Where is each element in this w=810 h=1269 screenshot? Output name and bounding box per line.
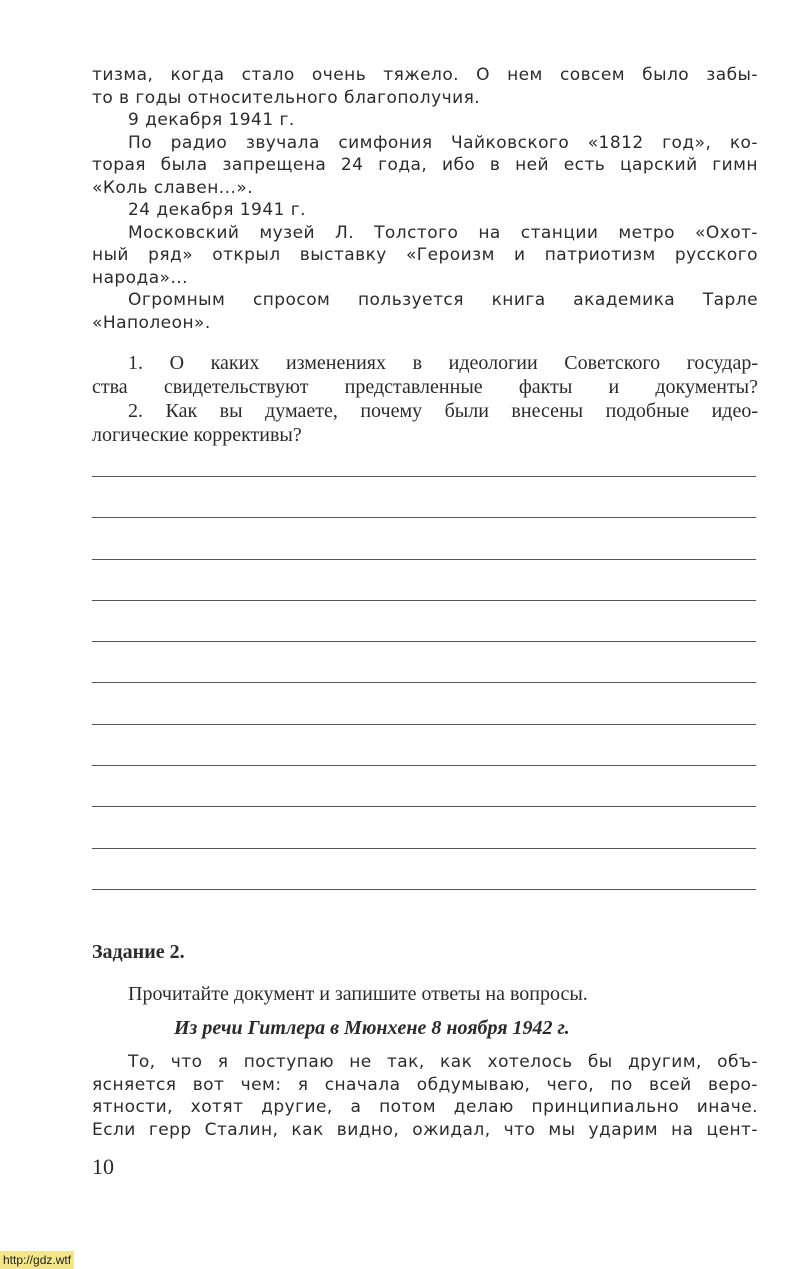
answer-line[interactable]: [92, 600, 756, 601]
question-line: 2. Как вы думаете, почему были внесены подобные идео-: [128, 400, 758, 422]
question-line: 1. О каких изменениях в идеологии Советского государ-: [128, 352, 758, 374]
page-number: 10: [92, 1154, 114, 1179]
answer-line[interactable]: [92, 517, 756, 518]
questions: [92, 351, 758, 447]
text-line: Огромным спросом пользуется книга академика Тарле: [128, 290, 758, 310]
watermark-link[interactable]: http://gdz.wtf: [0, 1251, 74, 1269]
text-line: «Коль славен...».: [92, 177, 254, 198]
text-line: ясняется вот чем: я сначала обдумываю, чего, по всей веро-: [92, 1074, 758, 1095]
text-line: «Наполеон».: [92, 312, 211, 333]
answer-line[interactable]: [92, 682, 756, 683]
text-line: По радио звучала симфония Чайковского «1812 год», ко-: [128, 132, 758, 153]
text-line: Если герр Сталин, как видно, ожидал, что мы ударим на цент-: [92, 1119, 758, 1140]
answer-line[interactable]: [92, 848, 756, 849]
answer-line[interactable]: [92, 559, 756, 560]
question-line: логические коррективы?: [92, 424, 302, 446]
text-line: ятности, хотят другие, а потом делаю принципиально иначе.: [92, 1097, 758, 1117]
answer-line[interactable]: [92, 641, 756, 642]
question-line: ства свидетельствуют представленные факты и документы?: [92, 376, 758, 398]
text-line: торая была запрещена 24 года, ибо в ней есть царский гимн: [92, 155, 758, 175]
answer-line[interactable]: [92, 476, 756, 477]
text-line: ный ряд» открыл выставку «Героизм и патриотизм русского: [92, 245, 758, 265]
text-line: Московский музей Л. Толстого на станции метро «Охот-: [128, 222, 758, 243]
task-heading: Задание 2.: [92, 941, 185, 963]
diary-date: 9 декабря 1941 г.: [128, 110, 295, 130]
answer-line[interactable]: [92, 806, 756, 807]
task-instruction: Прочитайте документ и запишите ответы на вопросы.: [128, 983, 588, 1005]
answer-line[interactable]: [92, 889, 756, 890]
text-line: тизма, когда стало очень тяжело. О нем совсем было забы-: [92, 65, 758, 85]
document-text: [92, 1051, 758, 1141]
text-line: То, что я поступаю не так, как хотелось бы другим, объ-: [128, 1052, 758, 1072]
text-line: то в годы относительного благополучия.: [92, 87, 481, 108]
diary-excerpt: [92, 64, 758, 334]
answer-line[interactable]: [92, 765, 756, 766]
answer-line[interactable]: [92, 724, 756, 725]
document-title: Из речи Гитлера в Мюнхене 8 ноября 1942 г.: [174, 1017, 570, 1039]
diary-date: 24 декабря 1941 г.: [128, 200, 306, 220]
text-line: народа»...: [92, 267, 189, 288]
